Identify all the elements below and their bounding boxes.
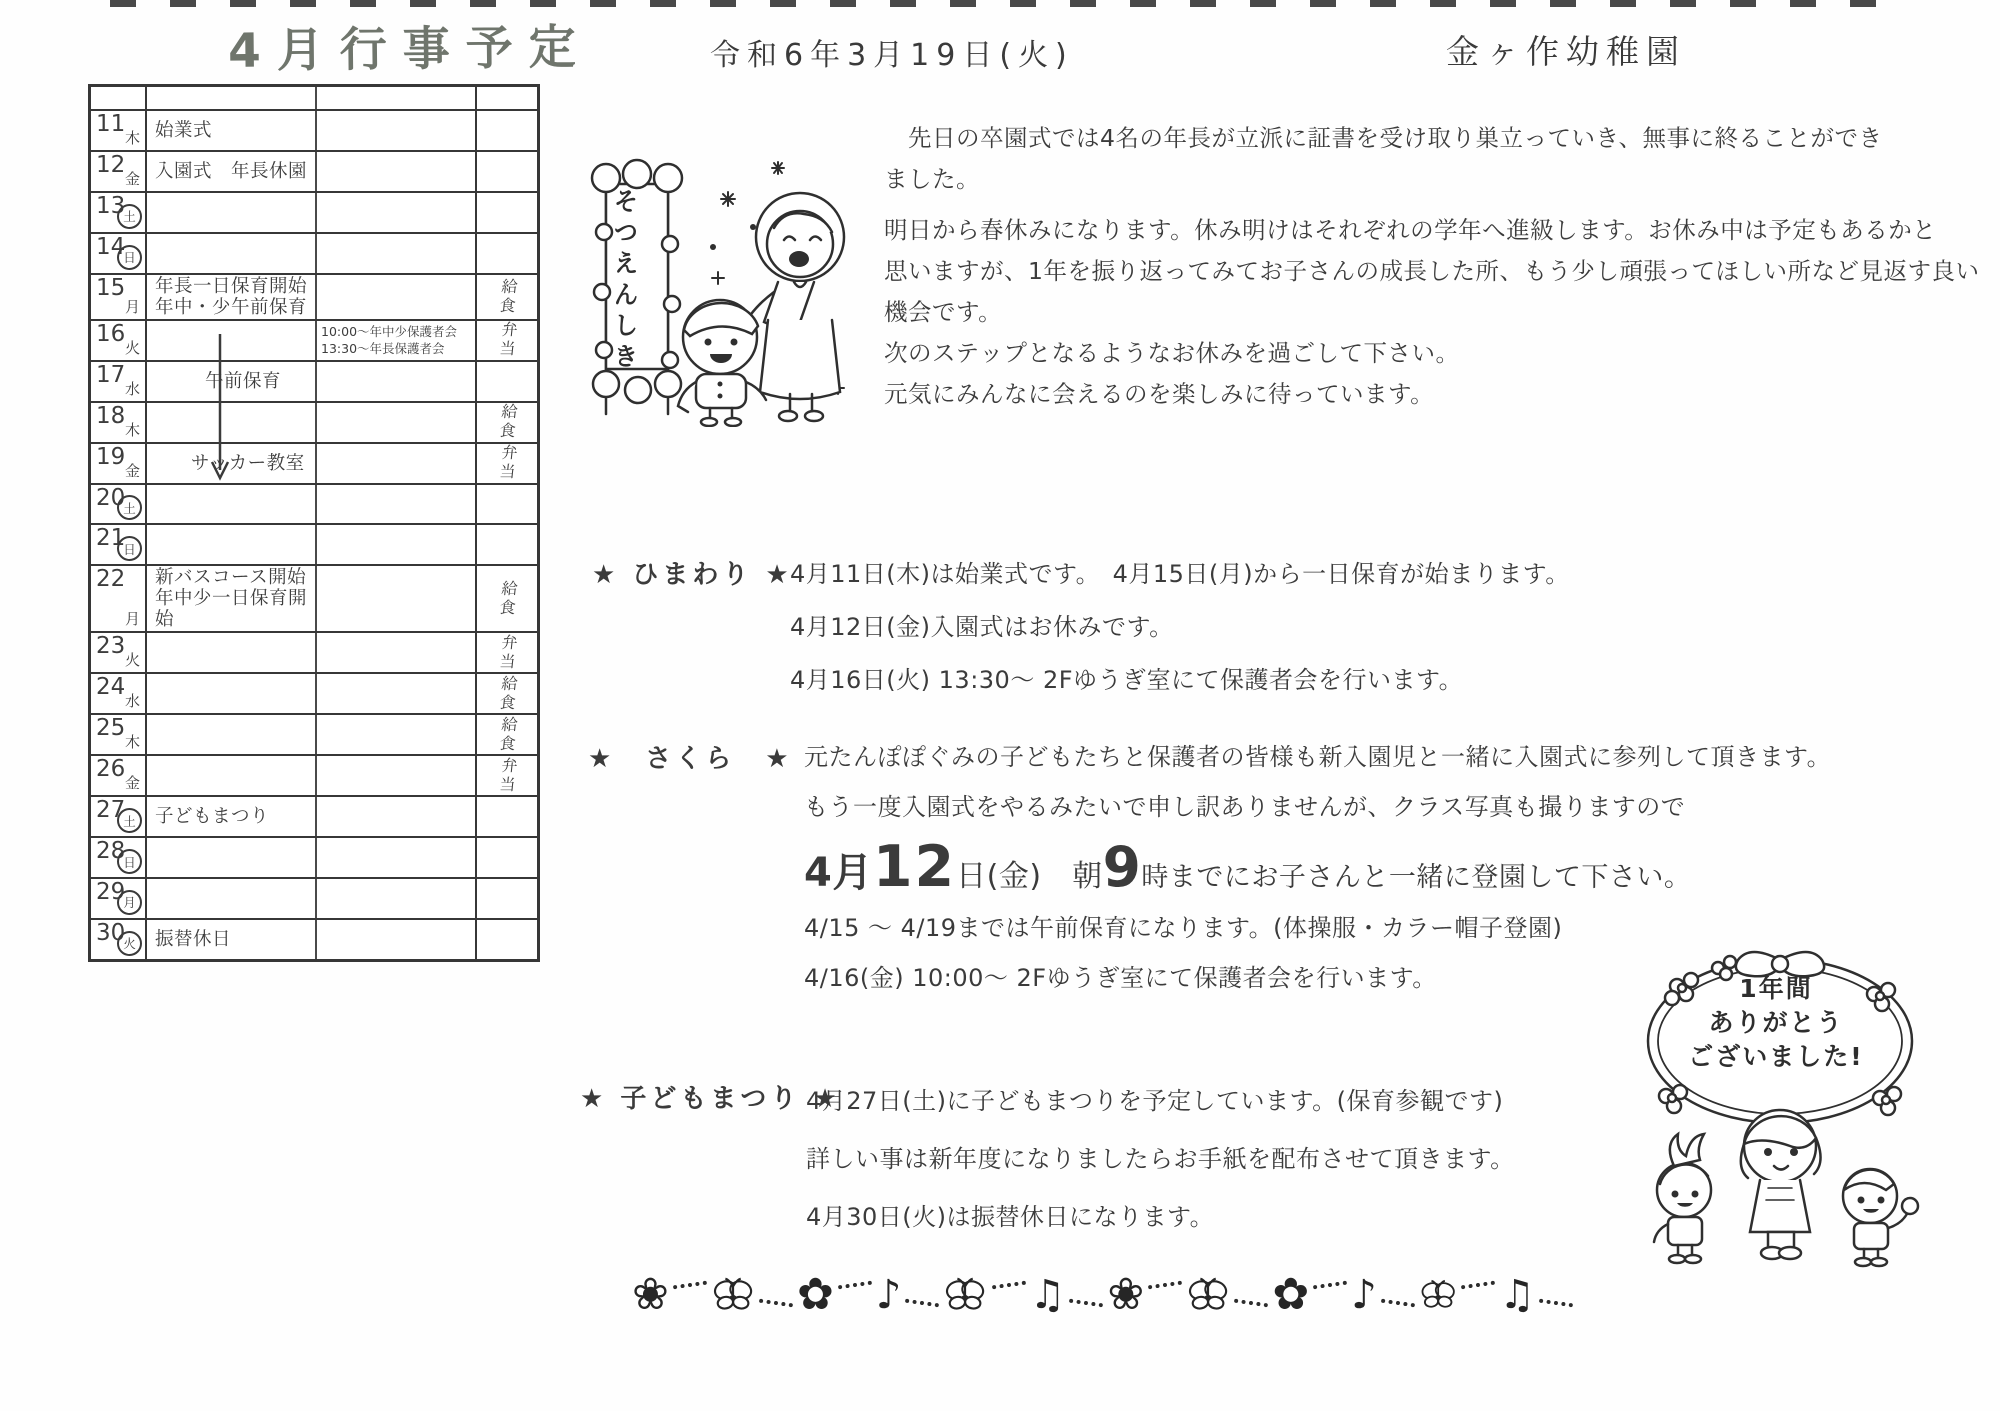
header-note-cell (317, 87, 477, 109)
day-number: 13 (96, 192, 126, 219)
section-himawari (592, 548, 1992, 707)
dotted-line (1069, 1299, 1103, 1308)
day-number: 16 (96, 320, 126, 347)
butterfly-icon (1419, 1278, 1457, 1312)
section-heading: ★ ひまわり ★ (592, 560, 793, 590)
intro-line: 元気にみんなに会えるのを楽しみに待っています。 (884, 380, 1435, 408)
intro-paragraph (884, 118, 1996, 415)
header-date-cell (91, 87, 147, 109)
day-of-week-circled: 土 (117, 204, 142, 229)
dotted-line (991, 1281, 1025, 1290)
section-line: もう一度入園式をやるみたいで申し訳ありませんが、クラス写真も撮りますので (804, 793, 1686, 821)
april-schedule-table (88, 84, 540, 962)
table-row (91, 275, 537, 321)
dotted-line (759, 1299, 793, 1308)
scan-artifact (110, 0, 1910, 7)
schedule-note-2: 13:30〜年長保護者会 (321, 341, 445, 357)
section-line: 元たんぽぽぐみの子どもたちと保護者の皆様も新入園児と一緒に入園式に参列して頂きます。 (804, 743, 1832, 771)
page-title: 4月行事予定 (227, 20, 593, 79)
butterfly-icon (943, 1276, 987, 1314)
posy-icon: ✿ (1272, 1269, 1310, 1320)
table-row (91, 444, 537, 485)
schedule-note: 10:00〜年中少保護者会 (321, 324, 458, 340)
emphasized-date-line: 4月 12 日(金) 朝 9 時までにお子さんと一緒に登園して下さい。 (804, 834, 1692, 900)
day-of-week: 月 (124, 297, 140, 316)
section-line: 4月11日(木)は始業式です。 4月15日(月)から一日保育が始まります。 (790, 560, 1570, 588)
table-row (91, 633, 537, 674)
day-number: 26 (96, 756, 126, 783)
graduation-banner-label: そつえんしき (610, 188, 639, 374)
dotted-line (905, 1299, 939, 1308)
event-label: 午前保育 (205, 370, 282, 392)
meal-label: 給食 (495, 715, 519, 754)
continues-arrow-icon (205, 332, 235, 487)
event-label: 始業式 (155, 119, 213, 141)
double-music-note-icon: ♫ (1499, 1272, 1536, 1318)
day-of-week: 木 (124, 128, 140, 147)
meal-label: 給食 (495, 674, 519, 713)
butterfly-icon (1186, 1276, 1230, 1314)
school-name: 金ヶ作幼稚園 (1446, 32, 1686, 71)
bouquet-icon: ❀ (1107, 1269, 1145, 1320)
dotted-line (1234, 1299, 1268, 1308)
day-of-week-circled: 月 (117, 890, 142, 915)
intro-line: 思いますが、1年を振り返ってみてお子さんの成長した所、もう少し頑張ってほしい所など見返す良い機会です。 (884, 257, 1980, 326)
posy-icon: ✿ (797, 1269, 834, 1320)
day-of-week-circled: 日 (117, 536, 142, 561)
day-of-week: 火 (124, 338, 140, 357)
table-row (91, 403, 537, 444)
music-note-icon: ♪ (1351, 1272, 1377, 1318)
thank-you-line: ございました! (1688, 1042, 1864, 1071)
day-number: 11 (96, 111, 126, 137)
table-row (91, 525, 537, 566)
day-of-week-circled: 土 (117, 808, 142, 833)
day-number: 25 (96, 715, 126, 742)
dotted-line (838, 1281, 872, 1290)
header-meal-cell (477, 87, 537, 109)
day-number: 18 (96, 402, 126, 429)
dotted-line (1313, 1281, 1347, 1290)
table-row (91, 485, 537, 526)
day-of-week-circled: 日 (117, 849, 142, 874)
day-number: 20 (96, 484, 126, 511)
thank-you-line: ありがとう (1708, 1008, 1844, 1037)
day-of-week-circled: 日 (117, 245, 142, 270)
intro-line: 明日から春休みになります。休み明けはそれぞれの学年へ進級します。お休み中は予定もあるかと (884, 216, 1937, 244)
section-line: 4月27日(土)に子どもまつりを予定しています。(保育参観です) (806, 1087, 1504, 1115)
table-row (91, 674, 537, 715)
table-row (91, 566, 537, 633)
day-of-week: 木 (124, 733, 140, 752)
event-label: 入園式 年長休園 (155, 160, 308, 182)
table-row (91, 321, 537, 362)
dotted-line (673, 1281, 707, 1290)
day-number: 19 (96, 443, 126, 470)
event-label: 子どもまつり (155, 806, 270, 828)
table-row (91, 152, 537, 193)
intro-line: ました。 (884, 165, 980, 193)
day-of-week: 金 (124, 774, 140, 793)
header-event-cell (147, 87, 317, 109)
table-row (91, 756, 537, 797)
day-number: 28 (96, 838, 126, 865)
table-row (91, 111, 537, 152)
day-number: 17 (96, 361, 126, 388)
table-row (91, 797, 537, 838)
table-row (91, 879, 537, 920)
decorative-border (632, 1252, 1577, 1338)
day-of-week: 火 (124, 651, 140, 670)
section-heading: ★ さくら ★ (588, 744, 793, 774)
meal-label: 給食 (495, 277, 519, 316)
day-of-week: 水 (124, 692, 140, 711)
day-of-week: 金 (124, 461, 140, 480)
dotted-line (1461, 1281, 1495, 1290)
day-of-week: 金 (124, 169, 140, 188)
section-line: 詳しい事は新年度になりましたらお手紙を配布させて頂きます。 (806, 1145, 1515, 1173)
table-row (91, 838, 537, 879)
section-line: 4月16日(火) 13:30〜 2Fゆうぎ室にて保護者会を行います。 (790, 666, 1464, 694)
table-row (91, 234, 537, 275)
day-number: 14 (96, 233, 126, 260)
event-label: 年長一日保育開始 (155, 275, 308, 297)
bouquet-icon: ❀ (632, 1269, 669, 1320)
document-date: 令和6年3月19日(火) (710, 38, 1074, 73)
table-row (91, 715, 537, 756)
music-note-icon: ♪ (875, 1272, 902, 1318)
event-label: 新バスコース開始 (155, 567, 307, 589)
event-label: サッカー教室 (191, 452, 305, 474)
day-of-week: 木 (124, 420, 140, 439)
day-of-week: 水 (124, 379, 140, 398)
day-number: 21 (96, 525, 126, 552)
table-row (91, 920, 537, 959)
meal-label: 給食 (495, 403, 519, 442)
thank-you-message (1668, 972, 1884, 1074)
table-row (91, 193, 537, 234)
section-line: 4/16(金) 10:00〜 2Fゆうぎ室にて保護者会を行います。 (804, 964, 1437, 992)
section-kodomo-matsuri (580, 1072, 1780, 1246)
meal-label: 弁当 (495, 321, 519, 360)
day-number: 27 (96, 797, 126, 824)
day-number: 29 (96, 879, 126, 905)
day-number: 30 (96, 919, 126, 946)
day-number: 12 (96, 151, 126, 178)
meal-label: 弁当 (495, 756, 519, 795)
day-number: 15 (96, 274, 126, 301)
table-header-row (91, 87, 537, 111)
double-music-note-icon: ♫ (1029, 1272, 1066, 1318)
intro-line: 次のステップとなるようなお休みを過ごして下さい。 (884, 339, 1460, 367)
section-line: 4月12日(金)入園式はお休みです。 (790, 613, 1174, 641)
day-number: 22 (96, 566, 126, 593)
dotted-line (1148, 1281, 1182, 1290)
event-label-2: 年中・少午前保育 (155, 296, 308, 318)
day-number: 23 (96, 633, 126, 660)
section-line: 4/15 〜 4/19までは午前保育になります。(体操服・カラー帽子登園) (804, 914, 1563, 942)
meal-label: 弁当 (495, 633, 519, 672)
meal-label: 弁当 (495, 444, 519, 483)
thank-you-line: 1年間 (1739, 974, 1813, 1003)
day-number: 24 (96, 674, 126, 701)
intro-line: 先日の卒園式では4名の年長が立派に証書を受け取り巣立っていき、無事に終ることができ (908, 124, 1883, 152)
day-of-week-circled: 火 (117, 931, 142, 956)
dotted-line (1381, 1299, 1415, 1308)
day-of-week: 月 (124, 610, 140, 629)
event-label: 振替休日 (155, 928, 232, 950)
dotted-line (1539, 1299, 1573, 1308)
day-of-week-circled: 土 (117, 495, 142, 520)
butterfly-icon (711, 1276, 755, 1314)
section-line: 4月30日(火)は振替休日になります。 (806, 1203, 1215, 1231)
table-row (91, 362, 537, 403)
meal-label: 給食 (495, 579, 519, 618)
section-heading: ★ 子どもまつり ★ (580, 1084, 841, 1114)
event-label-2: 年中少一日保育開始 (155, 588, 308, 631)
